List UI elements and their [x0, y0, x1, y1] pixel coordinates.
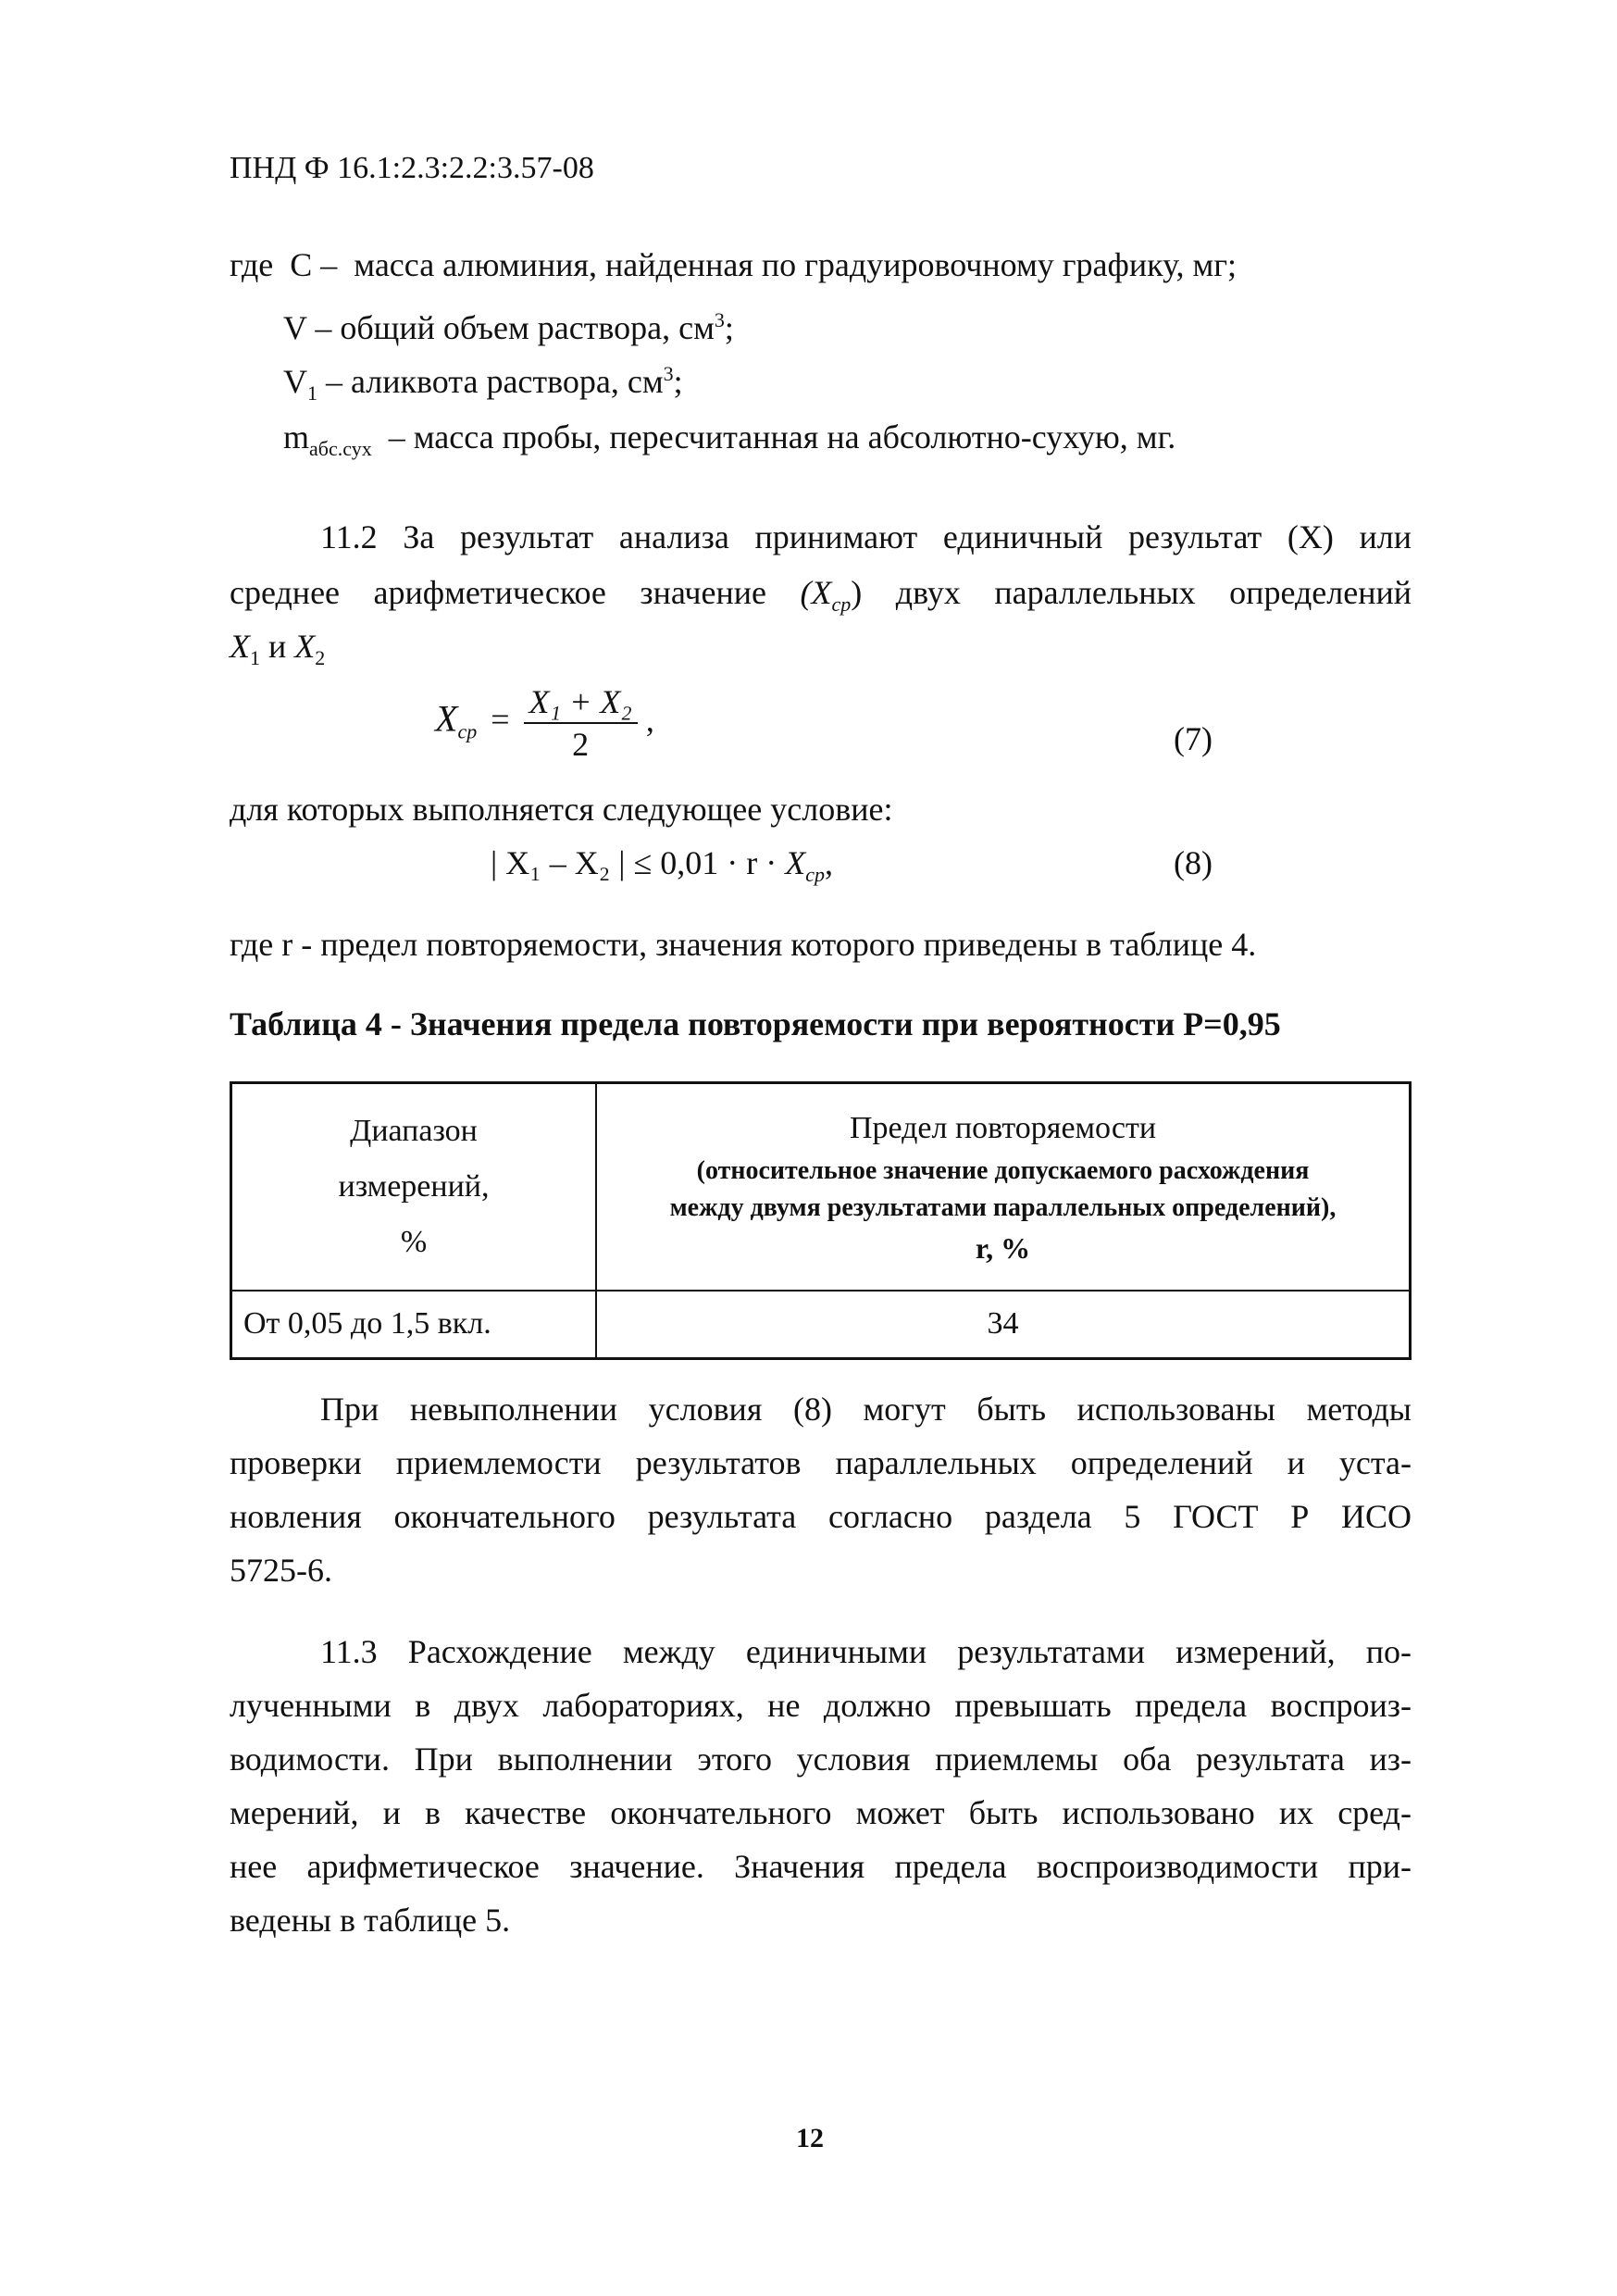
table-col-range-header: Диапазон измерений, %: [231, 1083, 597, 1291]
section-11-3-line-2: лученными в двух лабораториях, не должно превышать предела воспроиз-: [230, 1687, 1412, 1724]
para-fail-line-1: При невыполнении условия (8) могут быть использованы методы: [320, 1391, 1412, 1428]
section-11-3-line-3: водимости. При выполнении этого условия приемлемы оба результата из-: [230, 1741, 1412, 1778]
para-fail-line-4: 5725-6.: [230, 1552, 332, 1589]
table-4: [230, 1081, 1412, 1360]
definition-v1: $V_1$ – аликвота раствора, $см^3$;: [283, 362, 683, 406]
formula-8-label: (8): [1174, 844, 1213, 881]
section-11-2-line-1: 11.2 За результат анализа принимают единичный результат (X) или: [320, 518, 1412, 555]
formula-7: $X_{ср}$ = $\frac{\text{X₁ + X₂}}{2}$ ,: [435, 683, 654, 763]
definition-mass: $m_{абс.сух}$ – масса пробы, пересчитанная на абсолютно-сухую, мг.: [283, 418, 1176, 461]
page-number: 12: [796, 2123, 824, 2153]
table-cell-range: От 0,05 до 1,5 вкл.: [231, 1291, 597, 1359]
definition-v: V – общий объем раствора, $см^3$;: [283, 308, 734, 346]
section-11-3-line-5: нее арифметическое значение. Значения предела воспроизводимости при-: [230, 1848, 1412, 1885]
section-11-3-line-1: 11.3 Расхождение между единичными результатами измерений, по-: [320, 1633, 1412, 1670]
section-11-2-line-2: среднее арифметическое значение $(X_{ср})$ двух параллельных определений: [230, 574, 1412, 617]
document-code: ПНД Ф 16.1:2.3:2.2:3.57-08: [230, 151, 594, 185]
definition-c: где C – масса алюминия, найденная по градуировочному графику, мг;: [230, 246, 1238, 283]
condition-text: для которых выполняется следующее условие:: [230, 791, 893, 828]
para-fail-line-2: проверки приемлемости результатов параллельных определений и уста-: [230, 1444, 1412, 1481]
table-cell-value: 34: [596, 1291, 1411, 1359]
formula-7-fraction: $\frac{\text{X₁ + X₂}}{2}$: [524, 681, 638, 765]
formula-7-label: (7): [1174, 720, 1213, 757]
r-definition: где r - предел повторяемости, значения которого приведены в таблице 4.: [230, 926, 1257, 963]
section-11-3-line-4: мерений, и в качестве окончательного может быть использовано их сред-: [230, 1794, 1412, 1831]
section-11-2-line-3: $X_1$ и $X_2$: [230, 628, 326, 670]
para-fail-line-3: новления окончательного результата согласно раздела 5 ГОСТ Р ИСО: [230, 1498, 1412, 1535]
section-11-3-line-6: ведены в таблице 5.: [230, 1902, 511, 1939]
table-col-limit-header: Предел повторяемости (относительное значение допускаемого расхождения между двумя результатами параллельных определений), r, %: [596, 1083, 1411, 1291]
formula-8: | X₁ – X₂ | ≤ $0,01 \cdot r \cdot X_{ср}$,: [491, 844, 833, 887]
table-4-caption: Таблица 4 - Значения предела повторяемости при вероятности P=0,95: [230, 1005, 1281, 1042]
table-header-row: [231, 1083, 1411, 1291]
table-row: [231, 1291, 1411, 1359]
